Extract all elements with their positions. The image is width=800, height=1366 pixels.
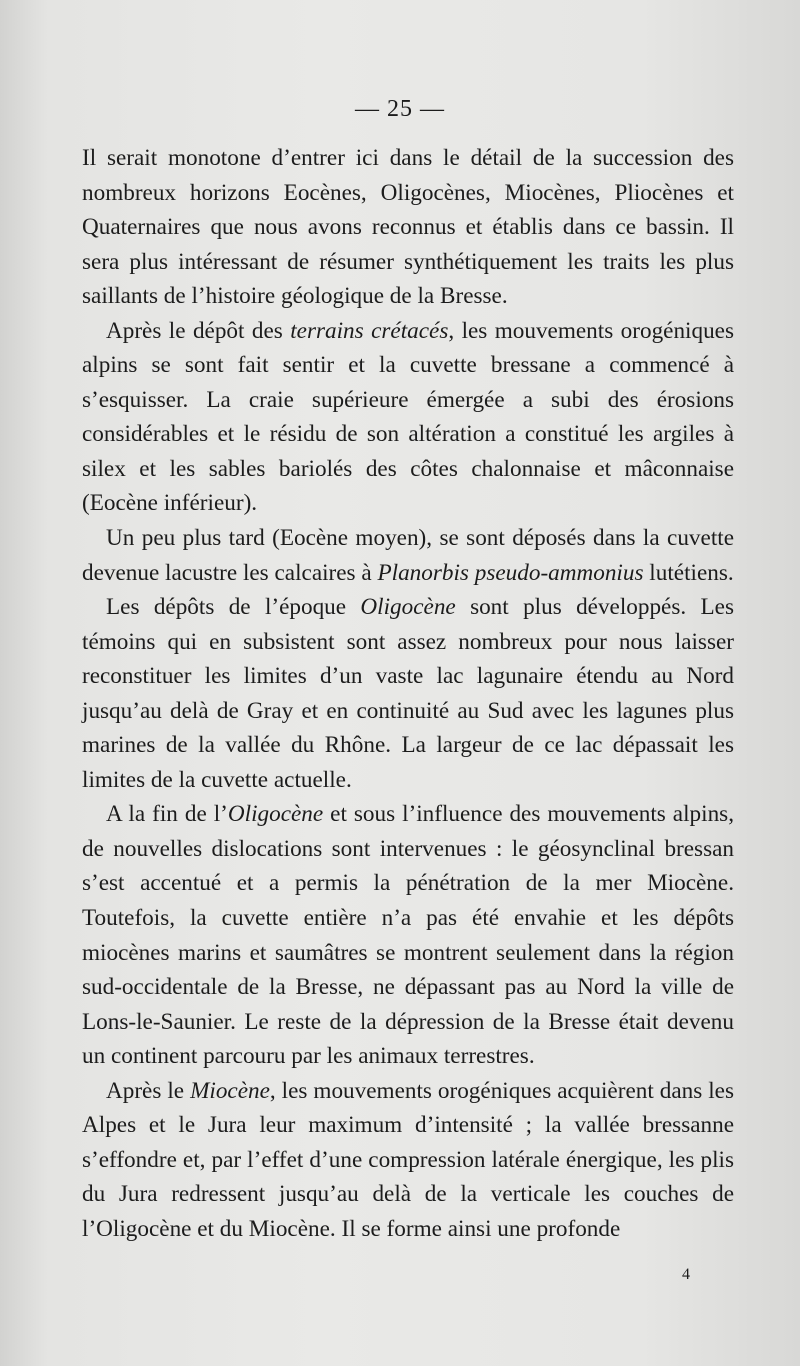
italic-term: Oligocène	[227, 801, 324, 828]
italic-term: Oligocène	[360, 594, 456, 621]
signature-mark: 4	[682, 1266, 690, 1283]
page-number: — 25 —	[355, 96, 445, 122]
text-run: Après le dépôt des	[106, 317, 291, 344]
paragraph	[82, 314, 734, 521]
body-text	[82, 141, 734, 1247]
text-run: , les mouvements orogéniques acquièrent dans les Alpes et le Jura leur maximum d’intensité ; la vallée bressanne s’effondre et, par l’effet d’une compression latérale énergique, les plis du Jura redressent jusqu’au delà de la verticale les couches de l’Oligocène et du Miocène. Il se forme ainsi une profonde	[82, 1077, 734, 1242]
text-run: et sous l’influence des mouvements alpins, de nouvelles dislocations sont intervenues : le géosynclinal bressan s’est accentué et a permis la pénétration de la mer Miocène. Toutefois, la cuvette entière n’a pas été envahie et les dépôts miocènes marins et saumâtres se montrent seulement dans la région sud-occidentale de la Bresse, ne dépassant pas au Nord la ville de Lons-le-Saunier. Le reste de la dépression de la Bresse était devenu un continent parcouru par les animaux terrestres.	[82, 801, 734, 1070]
text-run: lutétiens.	[643, 559, 734, 586]
text-run: Après le	[106, 1077, 191, 1104]
text-run: Les dépôts de l’époque	[106, 594, 361, 621]
text-run: Il serait monotone d’entrer ici dans le détail de la succession des nombreux horizons Eocènes, Oligocènes, Miocènes, Pliocènes et Quaternaires que nous avons reconnus et établis dans ce bassin. Il sera plus intéressant de résumer synthétiquement les traits les plus saillants de l’histoire géologique de la Bresse.	[82, 145, 734, 310]
paragraph	[82, 797, 734, 1073]
text-run: , les mouvements orogéniques alpins se sont fait sentir et la cuvette bressane a commencé à s’esquisser. La craie supérieure émergée a subi des érosions considérables et le résidu de son altération a constitué les argiles à silex et les sables bariolés des côtes chalonnaise et mâconnaise (Eocène inférieur).	[82, 317, 734, 517]
paragraph	[82, 1074, 734, 1247]
paragraph	[82, 141, 734, 314]
italic-term: terrains crétacés	[290, 317, 449, 344]
paragraph	[82, 521, 734, 590]
text-run: A la fin de l’	[106, 801, 228, 828]
text-run: sont plus développés. Les témoins qui en subsistent sont assez nombreux pour nous laisser reconstituer les limites d’un vaste lac lagunaire étendu au Nord jusqu’au delà de Gray et en continuité au Sud avec les lagunes plus marines de la vallée du Rhône. La largeur de ce lac dépassait les limites de la cuvette actuelle.	[82, 594, 734, 793]
paragraph	[82, 590, 734, 797]
text-run: Un peu plus tard (Eocène moyen), se sont déposés dans la cuvette devenue lacustre les calcaires à	[82, 525, 734, 586]
italic-term: Miocène	[190, 1077, 270, 1104]
italic-term: Planorbis pseudo-ammonius	[377, 559, 644, 586]
